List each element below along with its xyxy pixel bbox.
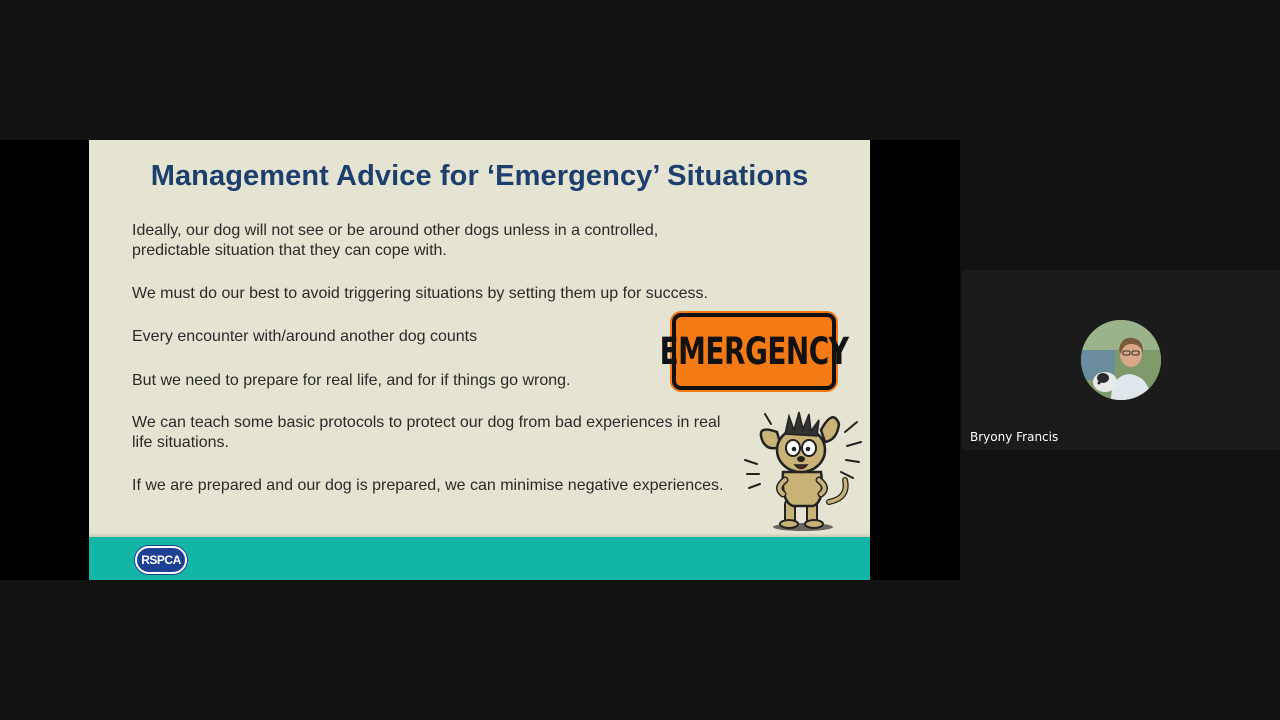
slide-line: life situations.	[132, 434, 229, 451]
slide-paragraph: Every encounter with/around another dog counts	[132, 328, 478, 345]
slide-line: Ideally, our dog will not see or be around other dogs unless in a controlled,	[132, 222, 659, 239]
slide-paragraph	[132, 221, 658, 261]
slide-line: We can teach some basic protocols to protect our dog from bad experiences in real	[132, 414, 721, 431]
emergency-sign-text: EMERGENCY	[659, 329, 849, 374]
slide-paragraph: We must do our best to avoid triggering situations by setting them up for success.	[132, 285, 708, 302]
user-photo-avatar-icon	[1081, 320, 1161, 400]
slide-footer-bar	[89, 537, 870, 580]
slide-title: Management Advice for ‘Emergency’ Situations	[150, 160, 809, 192]
rspca-logo: RSPCA	[135, 546, 187, 574]
slide-paragraph	[132, 413, 720, 453]
emergency-sign	[659, 313, 849, 390]
slide-paragraph: If we are prepared and our dog is prepared, we can minimise negative experiences.	[132, 477, 724, 494]
avatar-photo	[1081, 320, 1161, 400]
slide-paragraph: But we need to prepare for real life, and for if things go wrong.	[132, 372, 571, 389]
participant-tile[interactable]	[962, 270, 1280, 450]
slide-line: predictable situation that they can cope with.	[132, 242, 447, 259]
participant-name: Bryony Francis	[970, 430, 1059, 444]
scared-dog-illustration	[741, 402, 863, 532]
presentation-slide	[89, 140, 870, 580]
